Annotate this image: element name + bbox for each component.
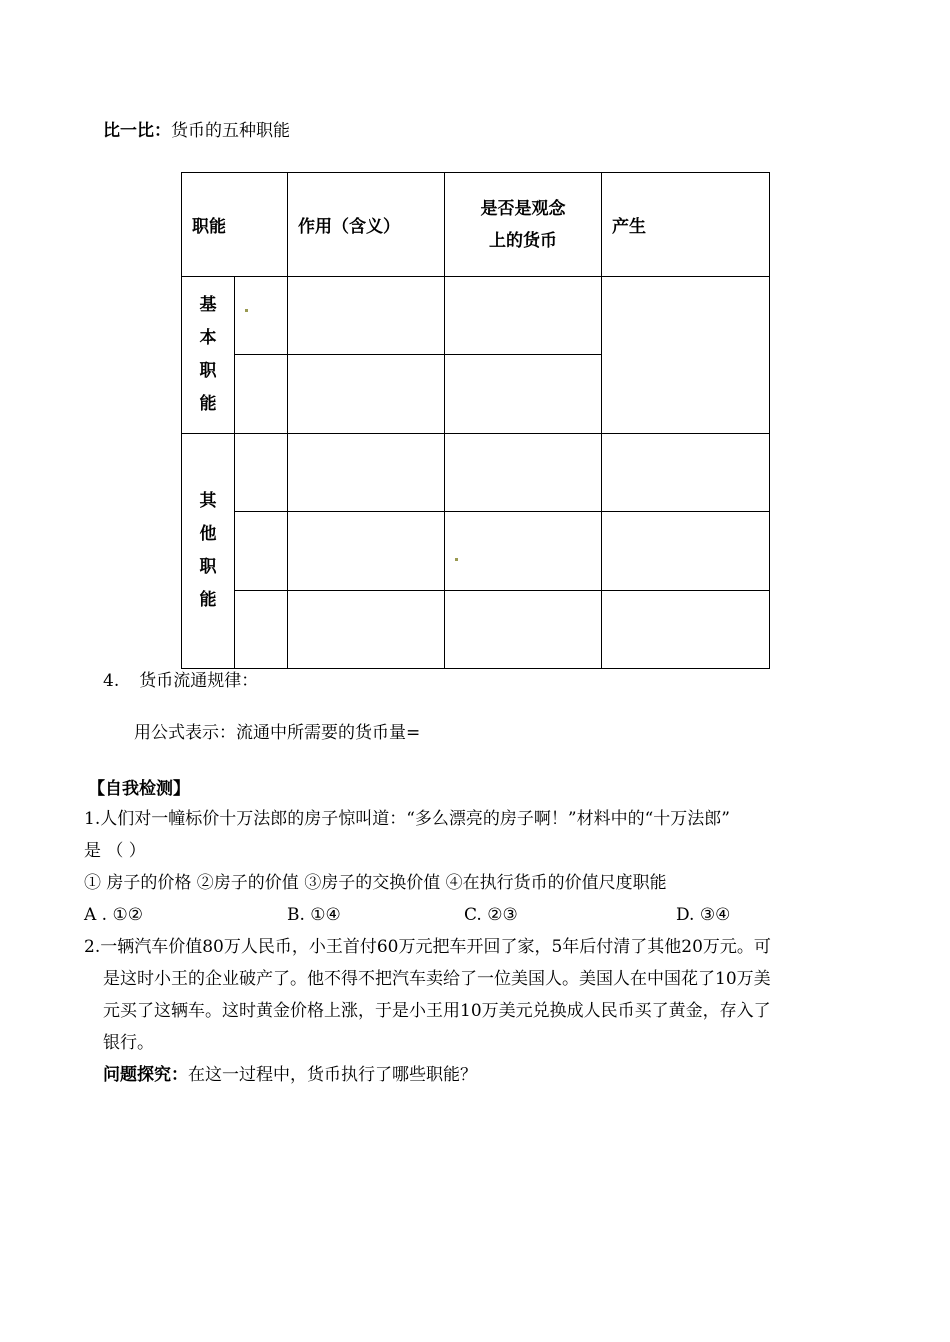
table-cell bbox=[235, 512, 288, 591]
q2-line3: 元买了这辆车。这时黄金价格上涨，于是小王用10万美元兑换成人民币买了黄金，存入了 bbox=[103, 1001, 771, 1021]
self-check-heading: 【自我检测】 bbox=[88, 779, 190, 799]
q1-line1: 1.人们对一幢标价十万法郎的房子惊叫道：“多么漂亮的房子啊！”材料中的“十万法郎” bbox=[84, 809, 730, 829]
table-row bbox=[182, 434, 770, 512]
table-cell bbox=[288, 591, 445, 669]
money-functions-table bbox=[181, 172, 770, 669]
q2-inquiry-label: 问题探究： bbox=[103, 1065, 188, 1085]
item4-number: 4. bbox=[103, 671, 120, 691]
q2-line2: 是这时小王的企业破产了。他不得不把汽车卖给了一位美国人。美国人在中国花了10万美 bbox=[103, 969, 771, 989]
header-role: 作用（含义） bbox=[288, 173, 445, 277]
table-cell bbox=[602, 591, 770, 669]
item4-formula: 用公式表示：流通中所需要的货币量= bbox=[134, 723, 421, 743]
speck-mark bbox=[245, 309, 248, 312]
q1-statements: ① 房子的价格 ②房子的价值 ③房子的交换价值 ④在执行货币的价值尺度职能 bbox=[84, 873, 667, 893]
table-cell bbox=[235, 591, 288, 669]
table-header-row bbox=[182, 173, 770, 277]
item4-heading: 货币流通规律： bbox=[139, 671, 259, 691]
table-cell bbox=[288, 355, 445, 434]
table-cell bbox=[288, 434, 445, 512]
q1-option-a: A . ①② bbox=[84, 905, 143, 925]
table-cell bbox=[235, 355, 288, 434]
table-row bbox=[182, 591, 770, 669]
q1-option-d: D. ③④ bbox=[676, 905, 731, 925]
table-cell bbox=[288, 277, 445, 355]
table-cell-origin-basic bbox=[602, 277, 770, 434]
q1-option-c: C. ②③ bbox=[464, 905, 518, 925]
table-row bbox=[182, 512, 770, 591]
q2-inquiry-text: 在这一过程中，货币执行了哪些职能？ bbox=[188, 1065, 477, 1085]
q2-line4: 银行。 bbox=[103, 1033, 154, 1053]
speck-mark bbox=[455, 558, 458, 561]
q2-inquiry bbox=[103, 1059, 477, 1091]
header-origin: 产生 bbox=[602, 173, 770, 277]
section-title-text: 货币的五种职能 bbox=[171, 121, 290, 141]
item4-line bbox=[103, 665, 258, 697]
q1-line2: 是 （ ） bbox=[84, 841, 146, 861]
section-title-bold: 比一比： bbox=[103, 121, 171, 141]
basic-functions-label: 基 本 职 能 bbox=[182, 277, 235, 434]
header-concept-line1: 是否是观念 bbox=[480, 198, 566, 219]
header-concept-line2: 上的货币 bbox=[489, 230, 557, 251]
table-cell bbox=[445, 434, 602, 512]
table-cell bbox=[602, 512, 770, 591]
table-cell bbox=[445, 591, 602, 669]
table-cell bbox=[445, 277, 602, 355]
table-cell bbox=[602, 434, 770, 512]
table-cell bbox=[235, 277, 288, 355]
other-functions-label: 其 他 职 能 bbox=[182, 434, 235, 669]
table-cell bbox=[288, 512, 445, 591]
table-cell bbox=[445, 355, 602, 434]
table-cell bbox=[235, 434, 288, 512]
header-concept bbox=[445, 173, 602, 277]
header-function: 职能 bbox=[182, 173, 288, 277]
section-title bbox=[103, 116, 290, 141]
q2-line1: 2.一辆汽车价值80万人民币，小王首付60万元把车开回了家，5年后付清了其他20万元。可 bbox=[84, 937, 771, 957]
table-row bbox=[182, 277, 770, 355]
table-cell bbox=[445, 512, 602, 591]
q1-option-b: B. ①④ bbox=[287, 905, 341, 925]
